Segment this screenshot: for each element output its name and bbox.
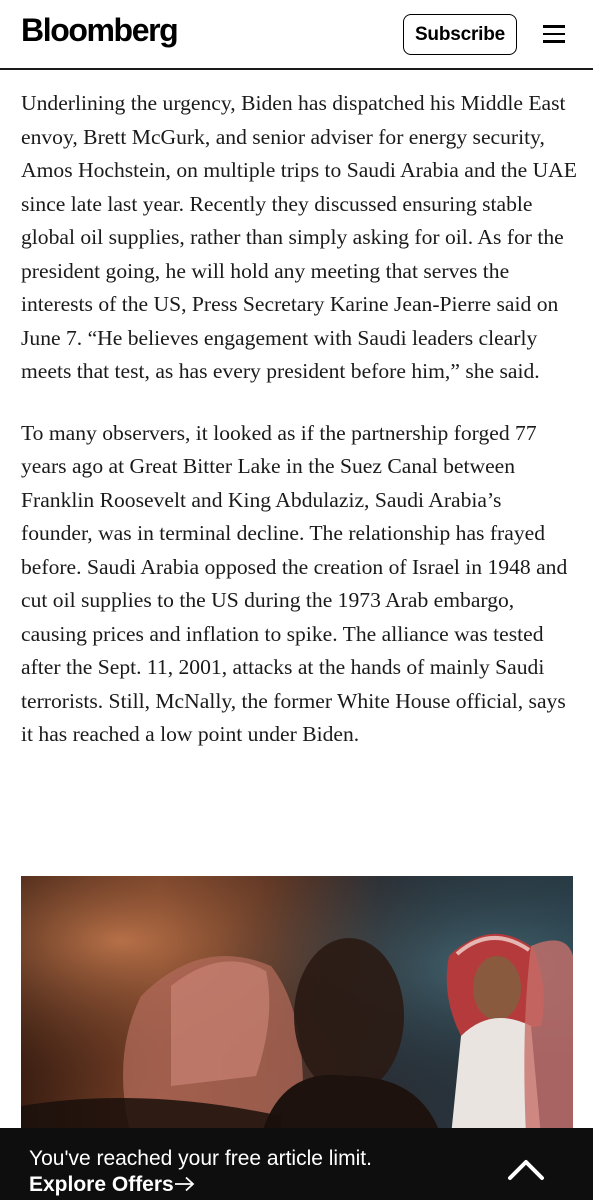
bloomberg-logo[interactable]: Bloomberg xyxy=(21,12,178,48)
explore-offers-label: Explore Offers xyxy=(29,1173,174,1196)
explore-offers-link[interactable] xyxy=(29,1173,196,1196)
subscribe-button[interactable]: Subscribe xyxy=(403,14,517,55)
paywall-message xyxy=(29,1146,409,1198)
article-paragraph: Underlining the urgency, Biden has dispatched his Middle East envoy, Brett McGurk, and senior adviser for energy security, Amos Hochstein, on multiple trips to Saudi Arabia and the UAE since late last year. Recently they discussed ensuring stable global oil supplies, rather than simply asking for oil. As for the president going, he will hold any meeting that serves the interests of the US, Press Secretary Karine Jean-Pierre said on June 7. “He believes engagement with Saudi leaders clearly meets that test, as has every president before him,” she said. xyxy=(21,91,577,383)
article-photo xyxy=(21,876,573,1136)
hamburger-menu-icon[interactable] xyxy=(543,25,565,43)
paywall-message-text: You've reached your free article limit. xyxy=(29,1147,372,1170)
menu-line xyxy=(543,40,565,43)
site-header xyxy=(0,0,593,70)
article-paragraph: To many observers, it looked as if the partnership forged 77 years ago at Great Bitter Lake in the Suez Canal between Franklin Roosevelt and King Abdulaziz, Saudi Arabia’s founder, was in terminal decline. The relationship has frayed before. Saudi Arabia opposed the creation of Israel in 1948 and cut oil supplies to the US during the 1973 Arab embargo, causing prices and inflation to spike. The alliance was tested after the Sept. 11, 2001, attacks at the hands of mainly Saudi terrorists. Still, McNally, the former White House official, says it has reached a low point under Biden. xyxy=(21,420,568,746)
article-body xyxy=(21,87,577,780)
menu-line xyxy=(543,25,565,28)
arrow-right-icon xyxy=(174,1176,196,1192)
menu-line xyxy=(543,33,565,36)
chevron-up-icon[interactable] xyxy=(507,1157,545,1181)
photo-illustration xyxy=(21,876,573,1136)
